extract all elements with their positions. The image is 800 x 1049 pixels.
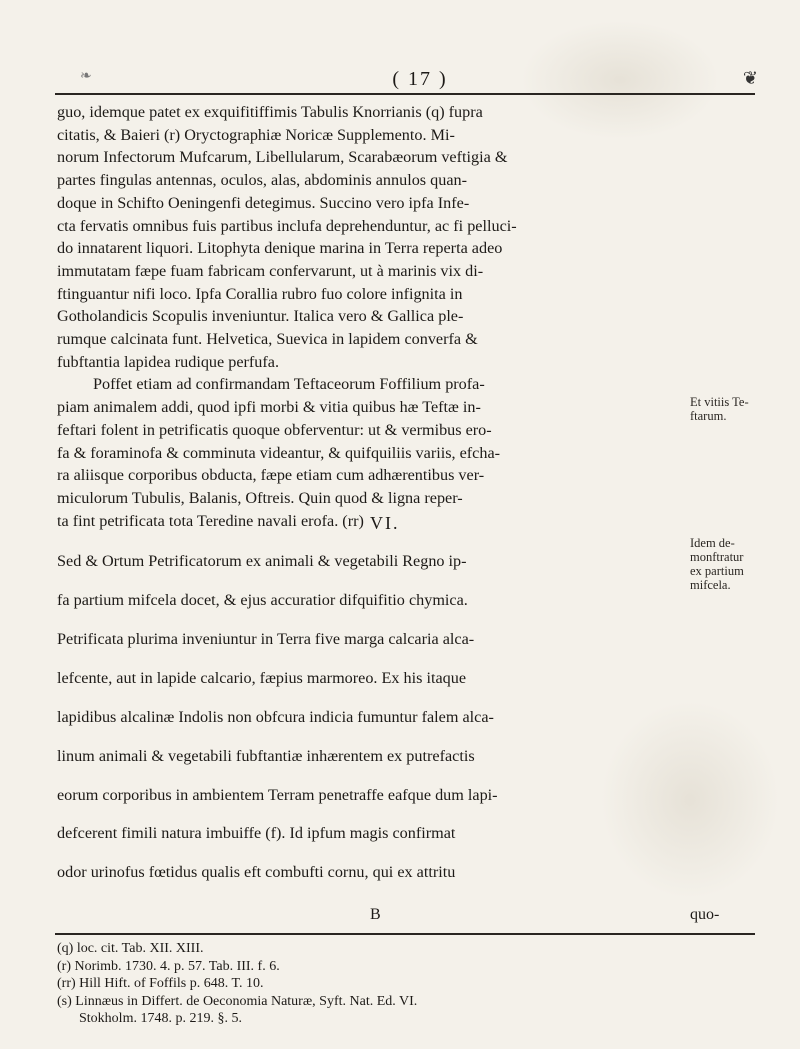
text-line: immutatam fæpe fuam fabricam confervarunt, ut à marinis vix di- bbox=[57, 261, 484, 280]
footnotes bbox=[57, 940, 757, 1028]
text-line: guo, idemque patet ex exquifitiffimis Tabulis Knorrianis (q) fupra bbox=[57, 103, 483, 121]
text-line: Sed & Ortum Petrificatorum ex animali & vegetabili Regno ip- bbox=[57, 552, 467, 571]
text-line: linum animali & vegetabili fubftantiæ inhærentem ex putrefactis bbox=[57, 746, 475, 765]
text-line: eorum corporibus in ambientem Terram penetraffe eafque dum lapi- bbox=[57, 785, 498, 804]
ornament-left-icon: ❧ bbox=[80, 69, 94, 84]
text-line: citatis, & Baieri (r) Oryctographiæ Noricæ Supplemento. Mi- bbox=[57, 125, 455, 144]
text-line: odor urinofus fœtidus qualis eft combufti cornu, qui ex attritu bbox=[57, 863, 456, 882]
margin-note-miscela bbox=[690, 536, 790, 592]
section-number: VI. bbox=[370, 513, 400, 533]
text-line: do innatarent liquori. Litophyta denique marina in Terra reperta adeo bbox=[57, 239, 503, 258]
text-line: norum Infectorum Mufcarum, Libellularum, Scarabæorum veftigia & bbox=[57, 148, 508, 167]
footnote-q: (q) loc. cit. Tab. XII. XIII. bbox=[57, 941, 204, 956]
footnote-rr: (rr) Hill Hift. of Foffils p. 648. T. 10. bbox=[57, 976, 264, 992]
main-text bbox=[57, 101, 677, 532]
text-line: ta fint petrificata tota Teredine navali erofa. (rr) bbox=[57, 511, 364, 530]
footnote-r: (r) Norimb. 1730. 4. p. 57. Tab. III. f. 6. bbox=[57, 958, 280, 974]
text-line: ra aliisque corporibus obducta, fæpe etiam cum adhærentibus ver- bbox=[57, 466, 485, 485]
margin-note-line: Idem de- bbox=[690, 536, 735, 550]
signature-mark: B bbox=[370, 906, 381, 923]
margin-note-line: ex partium bbox=[690, 564, 744, 578]
margin-note-line: mifcela. bbox=[690, 578, 731, 592]
footnote-rule bbox=[55, 933, 755, 935]
header-rule bbox=[55, 93, 755, 95]
text-line: ftinguantur nifi loco. Ipfa Corallia rubro fuo colore infignita in bbox=[57, 284, 463, 303]
page-number: ( 17 ) bbox=[392, 68, 448, 90]
text-line: fa partium mifcela docet, & ejus accuratior difquifitio chymica. bbox=[57, 591, 468, 610]
catchword: quo- bbox=[690, 906, 720, 923]
text-line: doque in Schifto Oeningenfi detegimus. Succino vero ipfa Infe- bbox=[57, 193, 470, 212]
footnote-s-continued: Stokholm. 1748. p. 219. §. 5. bbox=[79, 1011, 242, 1027]
margin-note-testae bbox=[690, 395, 790, 423]
text-line: fa & foraminofa & comminuta videantur, & quifquiliis variis, efcha- bbox=[57, 443, 501, 462]
margin-note-line: Et vitiis Te- bbox=[690, 395, 749, 409]
text-line: piam animalem addi, quod ipfi morbi & vitia quibus hæ Teftæ in- bbox=[57, 398, 481, 417]
text-line: defcerent fimili natura imbuiffe (f). Id ipfum magis confirmat bbox=[57, 824, 456, 843]
text-line: Petrificata plurima inveniuntur in Terra five marga calcaria alca- bbox=[57, 629, 475, 648]
text-line: miculorum Tubulis, Balanis, Oftreis. Quin quod & ligna reper- bbox=[57, 488, 463, 507]
footnote-s: (s) Linnæus in Differt. de Oeconomia Naturæ, Syft. Nat. Ed. VI. bbox=[57, 993, 418, 1009]
text-line: Gotholandicis Scopulis inveniuntur. Italica vero & Gallica ple- bbox=[57, 307, 464, 326]
text-line: lapidibus alcalinæ Indolis non obfcura indicia fumuntur falem alca- bbox=[57, 707, 494, 726]
margin-note-line: ftarum. bbox=[690, 409, 727, 423]
page-header bbox=[80, 68, 760, 94]
text-line: rumque calcinata funt. Helvetica, Suevica in lapidem converfa & bbox=[57, 330, 478, 349]
text-line: cta fervatis omnibus fuis partibus inclufa deprehenduntur, ac fi pelluci- bbox=[57, 216, 517, 235]
text-line: fubftantia lapidea rudique perfufa. bbox=[57, 352, 280, 371]
text-line: partes fingulas antennas, oculos, alas, abdominis annulos quan- bbox=[57, 171, 467, 190]
ornament-right-icon: ❦ bbox=[742, 68, 760, 88]
section-text bbox=[57, 534, 677, 900]
margin-note-line: monftratur bbox=[690, 550, 744, 564]
text-line: lefcente, aut in lapide calcario, fæpius marmoreo. Ex his itaque bbox=[57, 668, 467, 687]
text-line: feftari folent in petrificatis quoque obferventur: ut & vermibus ero- bbox=[57, 420, 492, 439]
text-line: Poffet etiam ad confirmandam Teftaceorum Foffilium profa- bbox=[93, 375, 485, 394]
